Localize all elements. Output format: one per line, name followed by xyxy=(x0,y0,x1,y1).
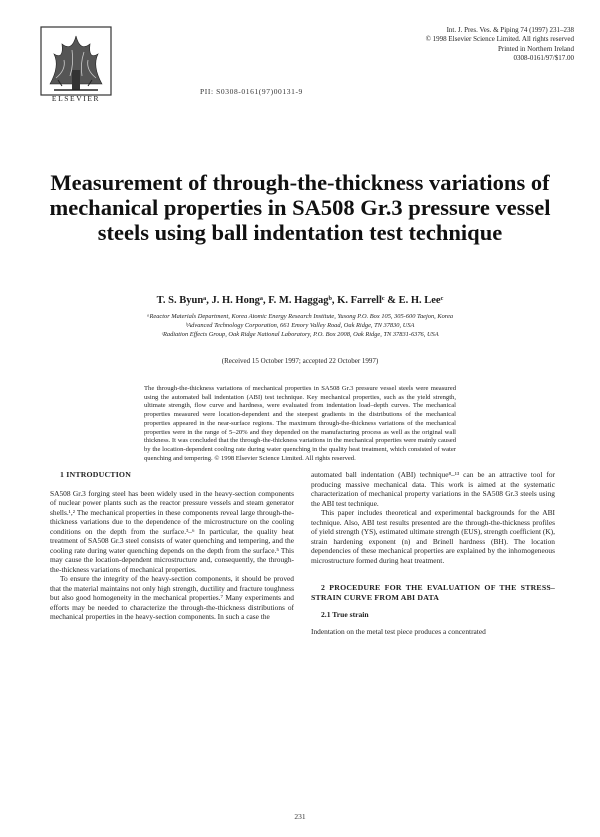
pii-code: PII: S0308-0161(97)00131-9 xyxy=(200,87,303,96)
received-dates: (Received 15 October 1997; accepted 22 October 1997) xyxy=(221,357,379,365)
page-number: 231 xyxy=(294,812,306,821)
affiliation: ᵃReactor Materials Department, Korea Atomic Energy Research Institute, Yusong P.O. Box 105, 305-600 Taejon, Korea xyxy=(146,313,454,320)
body-paragraph: This paper includes theoretical and experimental backgrounds for the ABI technique. Also, ABI test results presented are the through-the-thickness profiles of yield strength (YS), estimated ultimate strength (EUS), strength coefficient (K), strain hardening exponent (n) and Brinell hardness (BH). The location dependencies of these mechanical properties are explained by the inhomogeneous microstructure formed during heat treatment. xyxy=(311,508,555,565)
body-paragraph: Indentation on the metal test piece produces a concentrated xyxy=(311,626,486,636)
journal-line: Int. J. Pres. Ves. & Piping 74 (1997) 231–238 xyxy=(446,26,574,34)
publisher-name: ELSEVIER xyxy=(51,94,101,103)
journal-citation xyxy=(426,26,574,64)
abstract: The through-the-thickness variations of mechanical properties in SA508 Gr.3 pressure vessel steels were measured using the automated ball indentation (ABI) test technique. Key mechanical properties, such as the yield strength, ultimate strength, flow curve and hardness, were evaluated from indentation load–depth curves. The mechanical properties measured were location-dependent and the steepest gradients in the distributions of the mechanical properties appeared in the near-surface regions. The maximum through-the-thickness variations of the mechanical properties were in the range of 5–20% and they depended on the manufacturing process as well as the original wall thickness. It was concluded that the through-the-thickness variations in the mechanical properties were mainly caused by the location-dependent cooling rate during water quenching in the quality heat treatment, which consisted of water quenching and tempering. © 1998 Elsevier Science Limited. All rights reserved. xyxy=(144,385,456,462)
section-heading-introduction: 1 INTRODUCTION xyxy=(60,470,132,479)
subsection-heading-true-strain: 2.1 True strain xyxy=(321,610,369,619)
journal-line: 0308-0161/97/$17.00 xyxy=(513,54,574,63)
article-title: Measurement of through-the-thickness variations of mechanical properties in SA508 Gr.3 pressure vessel steels using ball indentation test technique xyxy=(49,170,551,245)
journal-line: Printed in Northern Ireland xyxy=(497,44,574,53)
body-paragraph: To ensure the integrity of the heavy-section components, it should be proved that the material maintains not only high strength, ductility and fracture toughness but also good homogeneity in the mechanical properties.⁷ Many experiments and efforts may be needed to characterize the through-the-thickness distributions of mechanical properties in the heavy-section components. In such a case the xyxy=(50,574,294,621)
author-list: T. S. Byunᵃ, J. H. Hongᵃ, F. M. Haggagᵇ, K. Farrellᶜ & E. H. Leeᶜ xyxy=(156,295,444,306)
left-column xyxy=(50,470,294,622)
journal-line: © 1998 Elsevier Science Limited. All rights reserved xyxy=(425,35,574,44)
affiliation: ᵇAdvanced Technology Corporation, 661 Emory Valley Road, Oak Ridge, TN 37830, USA xyxy=(185,322,415,330)
section-heading-procedure: 2 PROCEDURE FOR THE EVALUATION OF THE STRESS–STRAIN CURVE FROM ABI DATA xyxy=(311,583,555,602)
affiliations xyxy=(50,312,550,340)
right-column xyxy=(311,470,555,636)
affiliation: ᶜRadiation Effects Group, Oak Ridge National Laboratory, P.O. Box 2008, Oak Ridge, TN 37831-6376, USA xyxy=(161,331,439,339)
body-paragraph: automated ball indentation (ABI) technique⁸–¹³ can be an attractive tool for producing massive mechanical data. This work is aimed at the systematic characterization of mechanical property variations in the SA508 Gr.3 steels using the ABI test technique. xyxy=(311,470,555,508)
body-paragraph: SA508 Gr.3 forging steel has been widely used in the heavy-section components of nuclear power plants such as the reactor pressure vessels and steam generator shells.¹,² The mechanical properties in these components reveal large through-the-thickness variations due to the dependence of the microstructure on the cooling conditions on the depth from the surface.³–⁶ In particular, the quality heat treatment of SA508 Gr.3 steel consists of water quenching and tempering, and the cooling rate during water quenching depends on the depth from the surface.⁵ This may cause the location-dependent microstructure and, consequently, the through-the-thickness variations of mechanical properties. xyxy=(50,488,294,574)
